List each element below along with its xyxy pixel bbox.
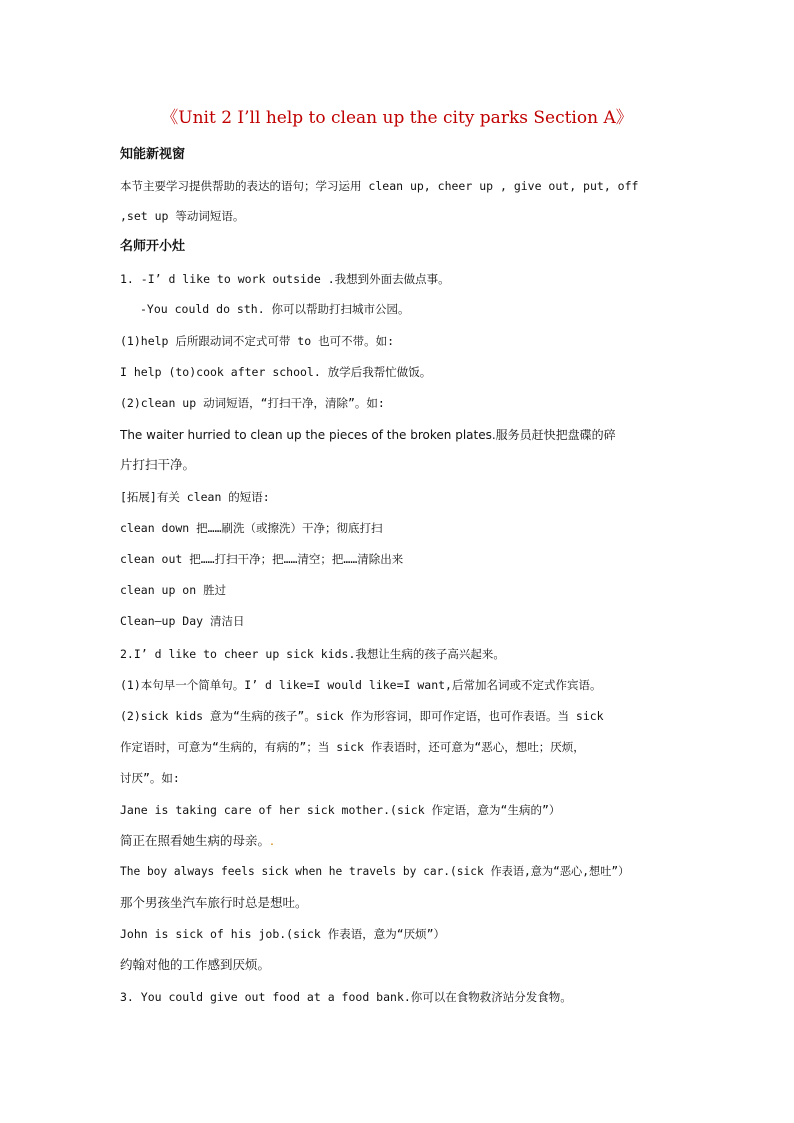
- point-1-example-1: I help (to)cook after school. 放学后我帮忙做饭。: [120, 365, 432, 379]
- page-title: 《Unit 2 I’ll help to clean up the city parks Section A》: [161, 108, 633, 128]
- point-2-sentence: 2.I’ d like to cheer up sick kids.我想让生病的孩子高兴起来。: [120, 647, 505, 661]
- point-2-example-2-translation: 那个男孩坐汽车旅行时总是想吐。: [120, 895, 308, 910]
- point-1-example-2: The waiter hurried to clean up the pieces of the broken plates.服务员赶快把盘碟的碎: [120, 428, 616, 442]
- section-heading-tips: 名师开小灶: [120, 239, 186, 254]
- point-2-note-2-cont: 作定语时，可意为“生病的，有病的”；当 sick 作表语时，还可意为“恶心，想吐；厌烦，: [120, 740, 585, 754]
- point-2-note-2: (2)sick kids 意为“生病的孩子”。sick 作为形容词，即可作定语，也可作表语。当 sick: [120, 709, 604, 723]
- point-2-example-1-translation: [120, 831, 680, 851]
- phrase-clean-down: clean down 把……刷洗（或擦洗）干净；彻底打扫: [120, 521, 383, 535]
- point-2-note-1: (1)本句早一个简单句。I’ d like=I would like=I want,后常加名词或不定式作宾语。: [120, 678, 602, 692]
- phrase-clean-up-on: clean up on 胜过: [120, 583, 227, 597]
- point-1-reply: -You could do sth. 你可以帮助打扫城市公园。: [140, 302, 410, 316]
- point-2-example-3: John is sick of his job.(sick 作表语，意为“厌烦”）: [120, 927, 446, 941]
- phrase-clean-up-day: Clean—up Day 清洁日: [120, 614, 245, 628]
- intro-line-2: ,set up 等动词短语。: [120, 209, 245, 223]
- point-2-example-1: Jane is taking care of her sick mother.(sick 作定语，意为“生病的”）: [120, 803, 561, 817]
- point-2-note-2-end: 讨厌”。如:: [120, 771, 180, 785]
- section-heading-knowledge: 知能新视窗: [120, 147, 186, 162]
- stray-dot: .: [270, 833, 274, 848]
- translation-text: 简正在照看她生病的母亲。: [120, 833, 271, 848]
- point-1-sentence: 1. -I’ d like to work outside .我想到外面去做点事。: [120, 272, 450, 286]
- extension-heading: [拓展]有关 clean 的短语:: [120, 490, 270, 504]
- point-1-example-2-cont: 片打扫干净。: [120, 457, 196, 472]
- intro-line-1: 本节主要学习提供帮助的表达的语句；学习运用 clean up, cheer up , give out, put, off: [120, 179, 639, 193]
- point-1-note-1: (1)help 后所跟动词不定式可带 to 也可不带。如:: [120, 334, 395, 348]
- point-2-example-2: The boy always feels sick when he travels by car.(sick 作表语,意为“恶心,想吐”）: [120, 865, 630, 878]
- point-1-note-2: (2)clean up 动词短语，“打扫干净，清除”。如:: [120, 396, 385, 410]
- point-2-example-3-translation: 约翰对他的工作感到厌烦。: [120, 957, 271, 972]
- phrase-clean-out: clean out 把……打扫干净；把……清空；把……清除出来: [120, 552, 404, 566]
- point-3-sentence: 3. You could give out food at a food bank.你可以在食物救济站分发食物。: [120, 990, 572, 1004]
